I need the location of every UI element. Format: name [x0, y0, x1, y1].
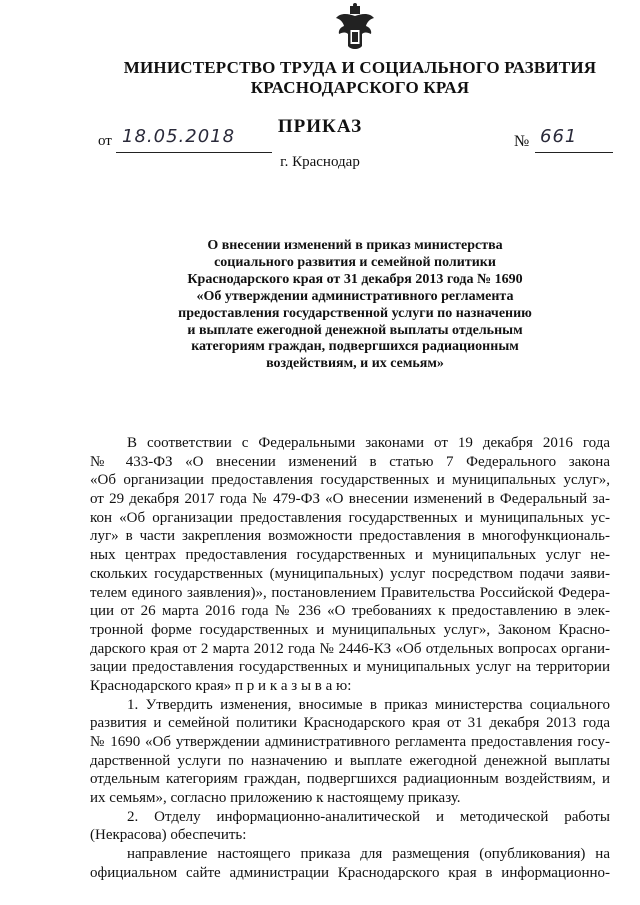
body-line: от 29 декабря 2017 года № 479-ФЗ «О внесении изменений в Федеральный за- — [90, 491, 610, 508]
body-line: 1. Утвердить изменения, вносимые в приказ министерства социального — [127, 696, 610, 713]
date-label: от — [98, 133, 112, 149]
number-label: № — [514, 133, 530, 150]
title-line: категориям граждан, подвергшихся радиационным — [191, 339, 519, 355]
ministry-name-line1: МИНИСТЕРСТВО ТРУДА И СОЦИАЛЬНОГО РАЗВИТИЯ — [123, 58, 597, 77]
body-line: «Об организации предоставления государственных и муниципальных услуг», — [90, 472, 610, 489]
date-underline — [116, 152, 272, 153]
city: г. Краснодар — [280, 154, 360, 170]
document-type: ПРИКАЗ — [277, 116, 363, 137]
body-line: телем единого заявления)», постановлением Правительства Российской Федера- — [90, 584, 610, 601]
body-line: Краснодарского края» п р и к а з ы в а ю: — [90, 677, 352, 694]
title-line: социального развития и семейной политики — [214, 254, 496, 270]
body-line: скольких государственных (муниципальных) услуг посредством подачи заяви- — [90, 565, 610, 582]
order-body — [90, 434, 610, 883]
body-line: 2. Отделу информационно-аналитической и методической работы — [127, 808, 610, 825]
body-line: ции от 26 марта 2016 года № 236 «О требованиях к предоставлению в элек- — [90, 603, 610, 620]
body-line: № 1690 «Об утверждении административного регламента предоставления госу- — [90, 734, 610, 750]
body-line: дарственной услуги по назначению и выплате ежегодной денежной выплаты — [90, 752, 610, 769]
body-line: отдельным категориям граждан, подвергшихся радиационным воздействиям, и — [90, 771, 610, 788]
body-line: В соответствии с Федеральными законами от 19 декабря 2016 года — [127, 435, 610, 451]
coat-of-arms-icon — [333, 2, 377, 54]
body-line: кон «Об организации предоставления государственных и муниципальных ус- — [90, 509, 610, 526]
body-line: их семьям», согласно приложению к настоящему приказу. — [90, 790, 461, 807]
body-line: луг» в части закрепления возможности предоставления в многофункциональ- — [90, 528, 610, 545]
body-line: направление настоящего приказа для размещения (опубликования) на — [127, 846, 610, 863]
title-line: «Об утверждении административного регламента — [196, 288, 514, 304]
body-line: официальном сайте администрации Краснодарского края в информационно- — [90, 864, 610, 881]
number-underline — [535, 152, 613, 153]
date-value: 18.05.2018 — [122, 126, 236, 147]
body-line: тронной форме государственных и муниципальных услуг», Законом Красно- — [90, 621, 610, 638]
body-line: № 433-ФЗ «О внесении изменений в статью 7 Федерального закона — [90, 453, 610, 470]
title-line: воздействиям, и их семьям» — [266, 356, 444, 372]
body-line: зации предоставления государственных и муниципальных услуг на территории — [90, 659, 610, 676]
title-line: и выплате ежегодной денежной выплаты отдельным — [187, 322, 523, 338]
body-line: (Некрасова) обеспечить: — [90, 827, 247, 844]
title-line: Краснодарского края от 31 декабря 2013 года № 1690 — [187, 271, 523, 287]
body-line: развития и семейной политики Краснодарского края от 31 декабря 2013 года — [90, 715, 610, 732]
ministry-name-line2: КРАСНОДАРСКОГО КРАЯ — [250, 78, 470, 97]
title-line: предоставления государственной услуги по назначению — [178, 305, 532, 321]
number-value: 661 — [540, 126, 578, 147]
body-line: ных центрах предоставления государственных и муниципальных услуг не- — [90, 547, 610, 564]
title-line: О внесении изменений в приказ министерства — [207, 238, 503, 253]
order-title — [140, 238, 570, 373]
body-line: дарского края от 2 марта 2012 года № 2446-КЗ «Об отдельных вопросах органи- — [90, 640, 610, 657]
